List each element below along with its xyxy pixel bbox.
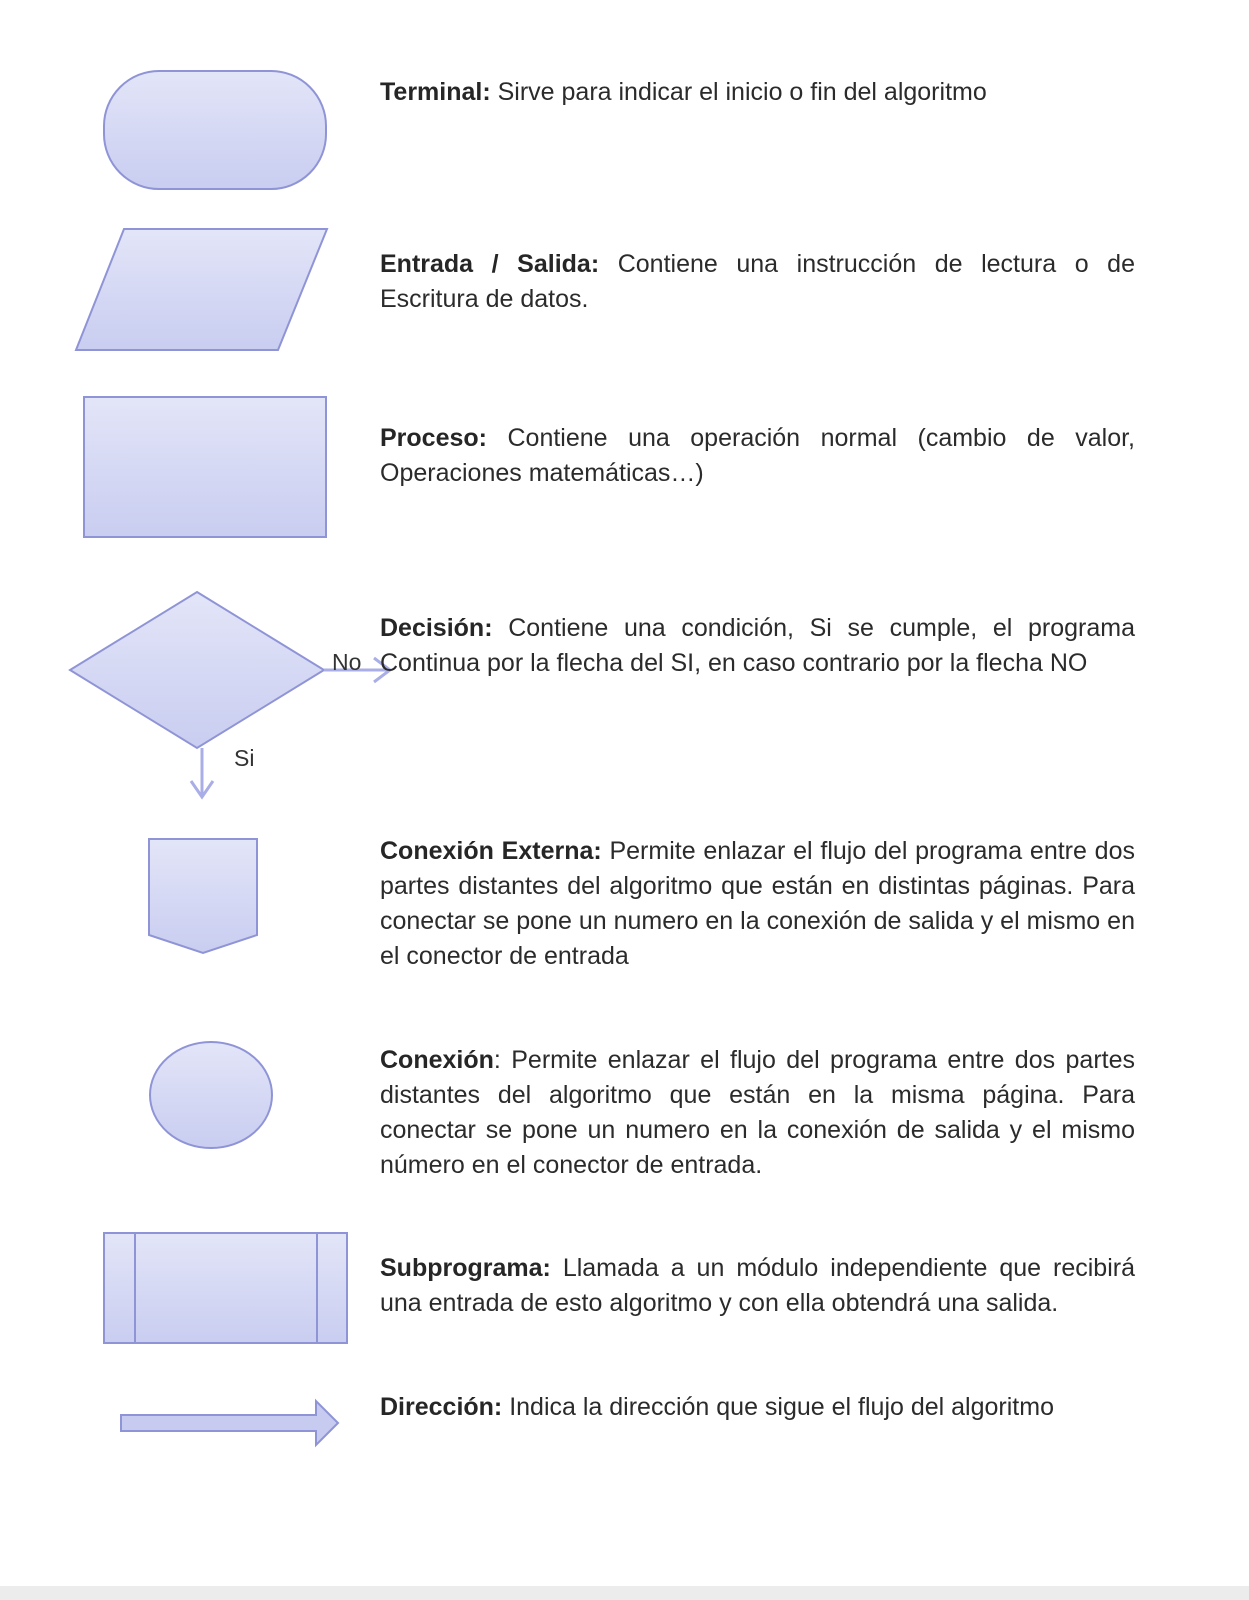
input-output-shape-icon — [76, 229, 327, 350]
input-output-description: Entrada / Salida: Contiene una instrucción de lectura o de Escritura de datos. — [380, 250, 1135, 313]
decision-si-arrow-icon — [191, 748, 213, 797]
terminal-shape-icon — [104, 71, 326, 189]
subprogram-shape-icon — [104, 1233, 347, 1343]
external-connector-description: Conexión Externa: Permite enlazar el flujo del programa entre dos partes distantes del algoritmo que están en distintas páginas. Para conectar se pone un numero en la conexión de salida y el mismo en el conector de entrada — [380, 837, 1135, 970]
external-connector-shape-icon — [149, 839, 257, 953]
terminal-description: Terminal: Sirve para indicar el inicio o fin del algoritmo — [380, 78, 987, 106]
decision-no-label: No — [332, 649, 362, 675]
decision-description: Decisión: Contiene una condición, Si se cumple, el programa Continua por la flecha del SI, en caso contrario por la flecha NO — [380, 614, 1135, 677]
subprogram-description: Subprograma: Llamada a un módulo independiente que recibirá una entrada de esto algoritmo y con ella obtendrá una salida. — [380, 1254, 1135, 1317]
process-description: Proceso: Contiene una operación normal (cambio de valor, Operaciones matemáticas…) — [380, 424, 1135, 487]
decision-shape-icon — [70, 592, 324, 748]
decision-si-label: Si — [234, 745, 255, 771]
connector-description: Conexión: Permite enlazar el flujo del programa entre dos partes distantes del algoritmo que están en la misma página. Para conectar se pone un numero en la conexión de salida y el mismo número en el conector de entrada. — [380, 1046, 1135, 1179]
direction-description: Dirección: Indica la dirección que sigue el flujo del algoritmo — [380, 1393, 1054, 1421]
direction-arrow-icon — [121, 1401, 338, 1445]
process-shape-icon — [84, 397, 326, 537]
connector-shape-icon — [150, 1042, 272, 1148]
scan-bottom-edge — [0, 1586, 1249, 1600]
